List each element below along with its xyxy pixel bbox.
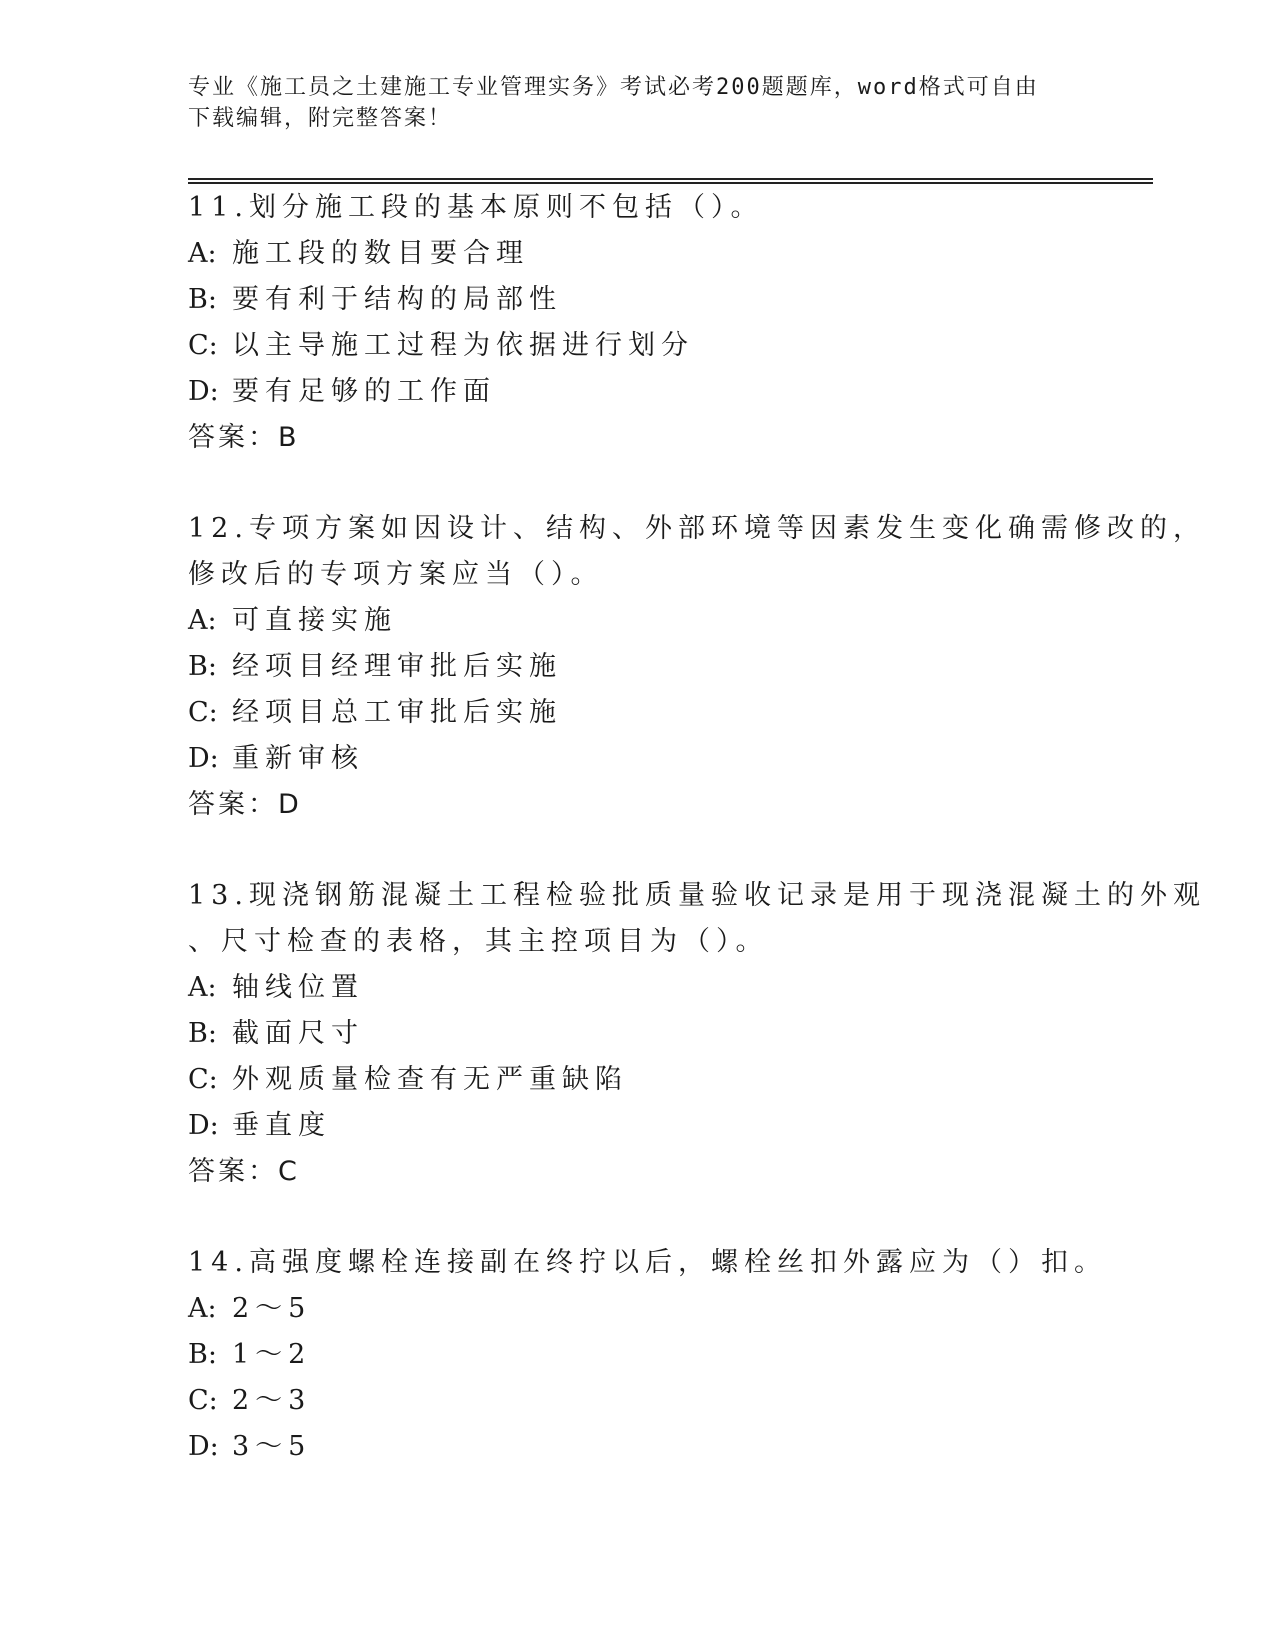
question-stem: 13.现浇钢筋混凝土工程检验批质量验收记录是用于现浇混凝土的外观 <box>188 880 1206 911</box>
option-b <box>188 1332 1088 1378</box>
option-c <box>188 1378 1088 1424</box>
option-text: 经项目总工审批后实施 <box>232 697 562 728</box>
question-spacer <box>188 1195 1088 1240</box>
option-a <box>188 1286 1088 1332</box>
option-text: 要有足够的工作面 <box>232 376 496 407</box>
option-c <box>188 690 1088 736</box>
option-key: A: <box>188 605 217 636</box>
option-text: 2～5 <box>232 1293 312 1324</box>
option-text: 垂直度 <box>232 1110 331 1141</box>
option-text: 外观质量检查有无严重缺陷 <box>232 1064 628 1095</box>
option-text: 2～3 <box>232 1385 312 1416</box>
option-b <box>188 644 1088 690</box>
header-line-1: 专业《施工员之土建施工专业管理实务》考试必考200题题库，word格式可自由 <box>188 75 1039 100</box>
option-text: 要有利于结构的局部性 <box>232 284 562 315</box>
option-b <box>188 1011 1088 1057</box>
answer-line: 答案：D <box>188 789 302 820</box>
option-key: C: <box>188 1064 218 1095</box>
option-key: B: <box>188 284 217 315</box>
option-key: D: <box>188 1431 219 1462</box>
question-stem: 11.划分施工段的基本原则不包括（）。 <box>188 192 764 223</box>
question-stem: 12.专项方案如因设计、结构、外部环境等因素发生变化确需修改的， <box>188 513 1206 544</box>
header-line-2: 下载编辑，附完整答案！ <box>188 106 453 131</box>
option-d <box>188 369 1088 415</box>
option-a <box>188 231 1088 277</box>
option-text: 截面尺寸 <box>232 1018 364 1049</box>
option-key: C: <box>188 697 218 728</box>
option-c <box>188 1057 1088 1103</box>
document-header <box>188 72 1068 134</box>
option-key: A: <box>188 238 217 269</box>
question-stem-continued: 修改后的专项方案应当（）。 <box>188 559 604 590</box>
option-c <box>188 323 1088 369</box>
answer-line: 答案：B <box>188 422 300 453</box>
option-key: B: <box>188 1018 217 1049</box>
option-text: 轴线位置 <box>232 972 364 1003</box>
option-text: 3～5 <box>232 1431 312 1462</box>
option-key: B: <box>188 651 217 682</box>
option-key: D: <box>188 376 219 407</box>
question-spacer <box>188 461 1088 506</box>
option-text: 施工段的数目要合理 <box>232 238 529 269</box>
header-divider-top <box>188 178 1153 180</box>
question-13 <box>188 873 1206 1195</box>
option-text: 重新审核 <box>232 743 364 774</box>
option-d <box>188 1424 1088 1470</box>
option-a <box>188 965 1088 1011</box>
question-spacer <box>188 828 1088 873</box>
option-b <box>188 277 1088 323</box>
option-d <box>188 1103 1088 1149</box>
option-a <box>188 598 1088 644</box>
question-11 <box>188 185 1088 461</box>
question-list <box>188 185 1206 1470</box>
option-text: 可直接实施 <box>232 605 397 636</box>
option-text: 1～2 <box>232 1339 312 1370</box>
answer-line: 答案：C <box>188 1156 300 1187</box>
option-key: C: <box>188 1385 218 1416</box>
option-key: A: <box>188 1293 217 1324</box>
option-text: 以主导施工过程为依据进行划分 <box>232 330 694 361</box>
question-stem: 14.高强度螺栓连接副在终拧以后，螺栓丝扣外露应为（）扣。 <box>188 1247 1107 1278</box>
question-12 <box>188 506 1206 828</box>
option-key: D: <box>188 743 219 774</box>
question-stem-continued: 、尺寸检查的表格，其主控项目为（）。 <box>188 926 769 957</box>
option-key: C: <box>188 330 218 361</box>
option-key: B: <box>188 1339 217 1370</box>
header-divider-bottom <box>188 182 1153 184</box>
option-key: D: <box>188 1110 219 1141</box>
question-14 <box>188 1240 1107 1470</box>
option-text: 经项目经理审批后实施 <box>232 651 562 682</box>
option-key: A: <box>188 972 217 1003</box>
option-d <box>188 736 1088 782</box>
